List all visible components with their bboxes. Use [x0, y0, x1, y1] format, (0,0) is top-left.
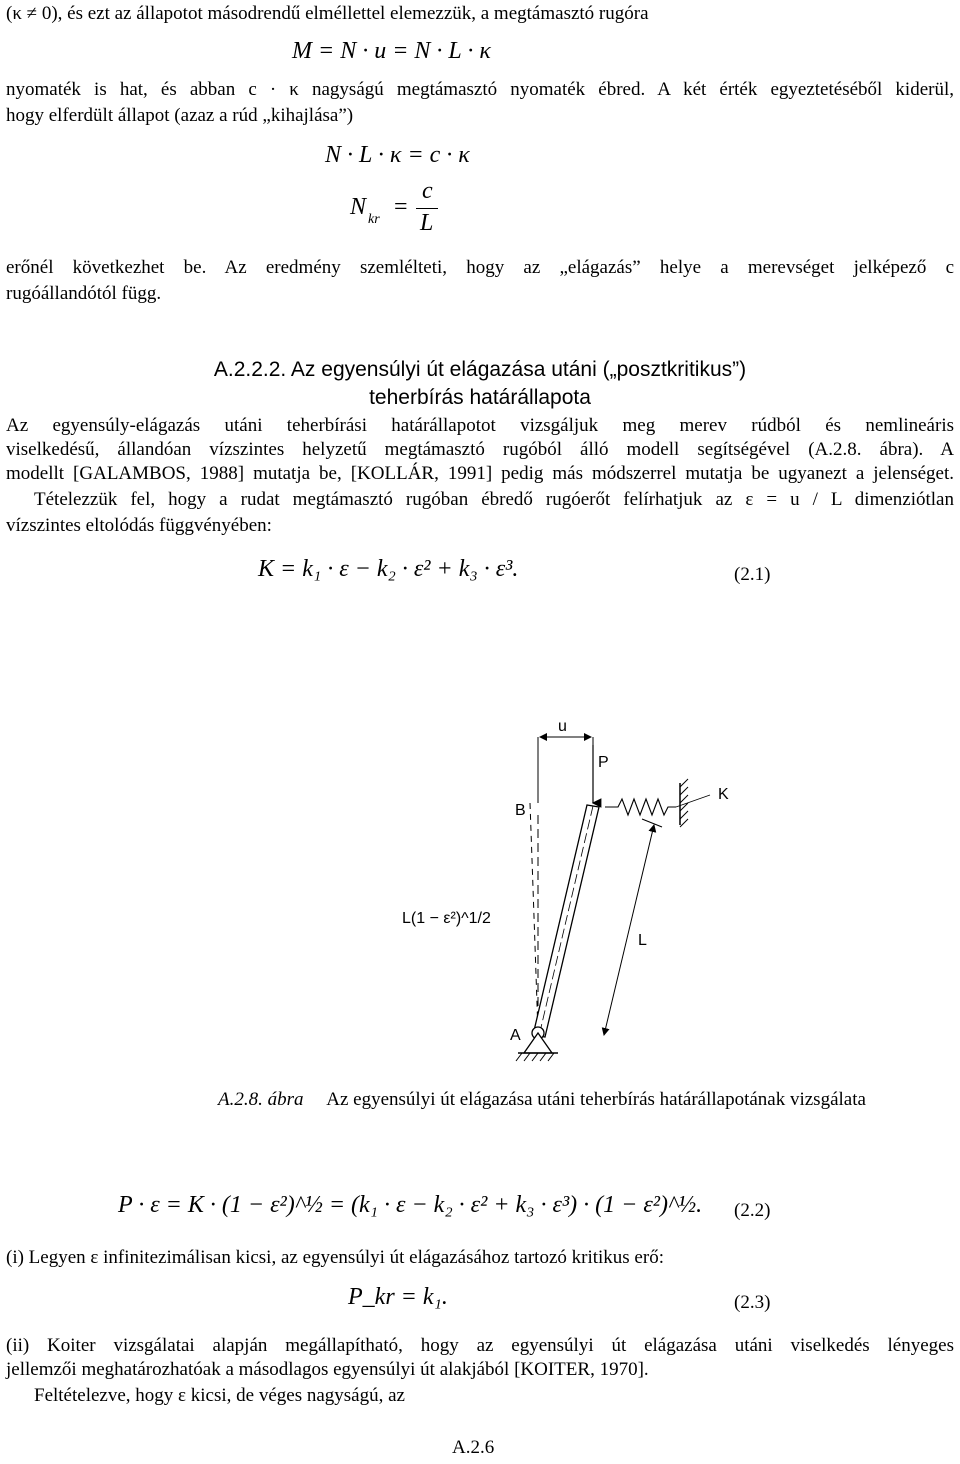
eq-numerator: c [422, 178, 433, 204]
section-heading [0, 356, 960, 412]
heading-line-1: A.2.2.2. Az egyensúlyi út elágazása utáni („posztkritikus”) [213, 358, 747, 381]
eq-equals: = [394, 194, 408, 220]
label-a: A [510, 1027, 521, 1044]
figure-caption [218, 1088, 866, 1112]
label-l: L [638, 932, 647, 949]
page-footer: A.2.6 [452, 1437, 495, 1458]
equation-moment: M = N · u = N · L · κ [292, 38, 491, 64]
paragraph-ii-line-2: jellemzői meghatározhatóak a másodlagos egyensúlyi út alakjából [KOITER, 1970]. [6, 1359, 649, 1380]
equation-number-2-2: (2.2) [734, 1200, 771, 1221]
fraction-bar [416, 208, 438, 209]
label-l-epsilon: L(1 − ε²)^1/2 [402, 910, 491, 927]
paragraph-line-2: viselkedésű, állandóan vízszintes helyzetű megtámasztó rugóból álló modell segítségével (A.2.8. ábra). A [6, 439, 954, 460]
equation-equilibrium: N · L · κ = c · κ [325, 142, 470, 168]
paragraph-ii-line-1: (ii) Koiter vizsgálatai alapján megállapítható, hogy az egyensúlyi út elágazása utáni viselkedés lényeges [6, 1335, 954, 1356]
equation-number-2-3: (2.3) [734, 1292, 771, 1313]
eq-denominator: L [420, 210, 434, 236]
label-p: P [598, 754, 609, 771]
text-line-5: rugóállandótól függ. [6, 283, 162, 304]
paragraph-line-1: Az egyensúly-elágazás utáni teherbírási határállapotot vizsgáljuk meg merev rúdból és nemlineáris [6, 415, 954, 436]
figure-caption-text: Az egyensúlyi út elágazása utáni teherbírás határállapotának vizsgálata [326, 1089, 866, 1110]
text-line-1: (κ ≠ 0), és ezt az állapotot másodrendű elméllettel elemezzük, a megtámasztó rugóra [6, 3, 649, 24]
label-b: B [515, 802, 526, 819]
figure-caption-label: A.2.8. ábra [218, 1089, 304, 1110]
equation-critical-force [350, 178, 450, 240]
text-line-2: nyomaték is hat, és abban c · κ nagyságú megtámasztó nyomaték ébred. A két érték egyeztetéséből kiderül, [6, 79, 954, 100]
paragraph-line-4: Tételezzük fel, hogy a rudat megtámasztó rugóban ébredő rugóerőt felírhatjuk az ε = u / L dimenziótlan [34, 489, 954, 510]
eq-kr-subscript: kr [368, 212, 380, 227]
text-line-4: erőnél következhet be. Az eredmény szemlélteti, hogy az „elágazás” helye a merevséget jelképező c [6, 257, 954, 278]
label-u: u [558, 718, 567, 735]
paragraph-line-5: vízszintes eltolódás függvényében: [6, 515, 272, 536]
label-k: K [718, 786, 729, 803]
paragraph-last: Feltételezve, hogy ε kicsi, de véges nagyságú, az [34, 1385, 405, 1406]
equation-2-2: P · ε = K · (1 − ε²)^½ = (k₁ · ε − k₂ · ε² + k₃ · ε³) · (1 − ε²)^½. [118, 1192, 703, 1218]
eq-n-symbol: N [350, 194, 367, 220]
paragraph-line-3: modellt [GALAMBOS, 1988] mutatja be, [KOLLÁR, 1991] pedig más módszerrel mutatja be ugyanezt a jelenséget. [6, 463, 954, 484]
equation-number-2-1: (2.1) [734, 564, 771, 585]
paragraph-i: (i) Legyen ε infinitezimálisan kicsi, az egyensúlyi út elágazásához tartozó kritikus erő: [6, 1247, 664, 1268]
figure-rod-spring-model [380, 715, 800, 1065]
equation-2-1: K = k₁ · ε − k₂ · ε² + k₃ · ε³. [258, 556, 519, 582]
equation-2-3: P_kr = k₁. [348, 1284, 448, 1310]
text-line-3: hogy elferdült állapot (azaz a rúd „kihajlása”) [6, 105, 354, 126]
heading-line-2: teherbírás határállapota [369, 386, 591, 409]
